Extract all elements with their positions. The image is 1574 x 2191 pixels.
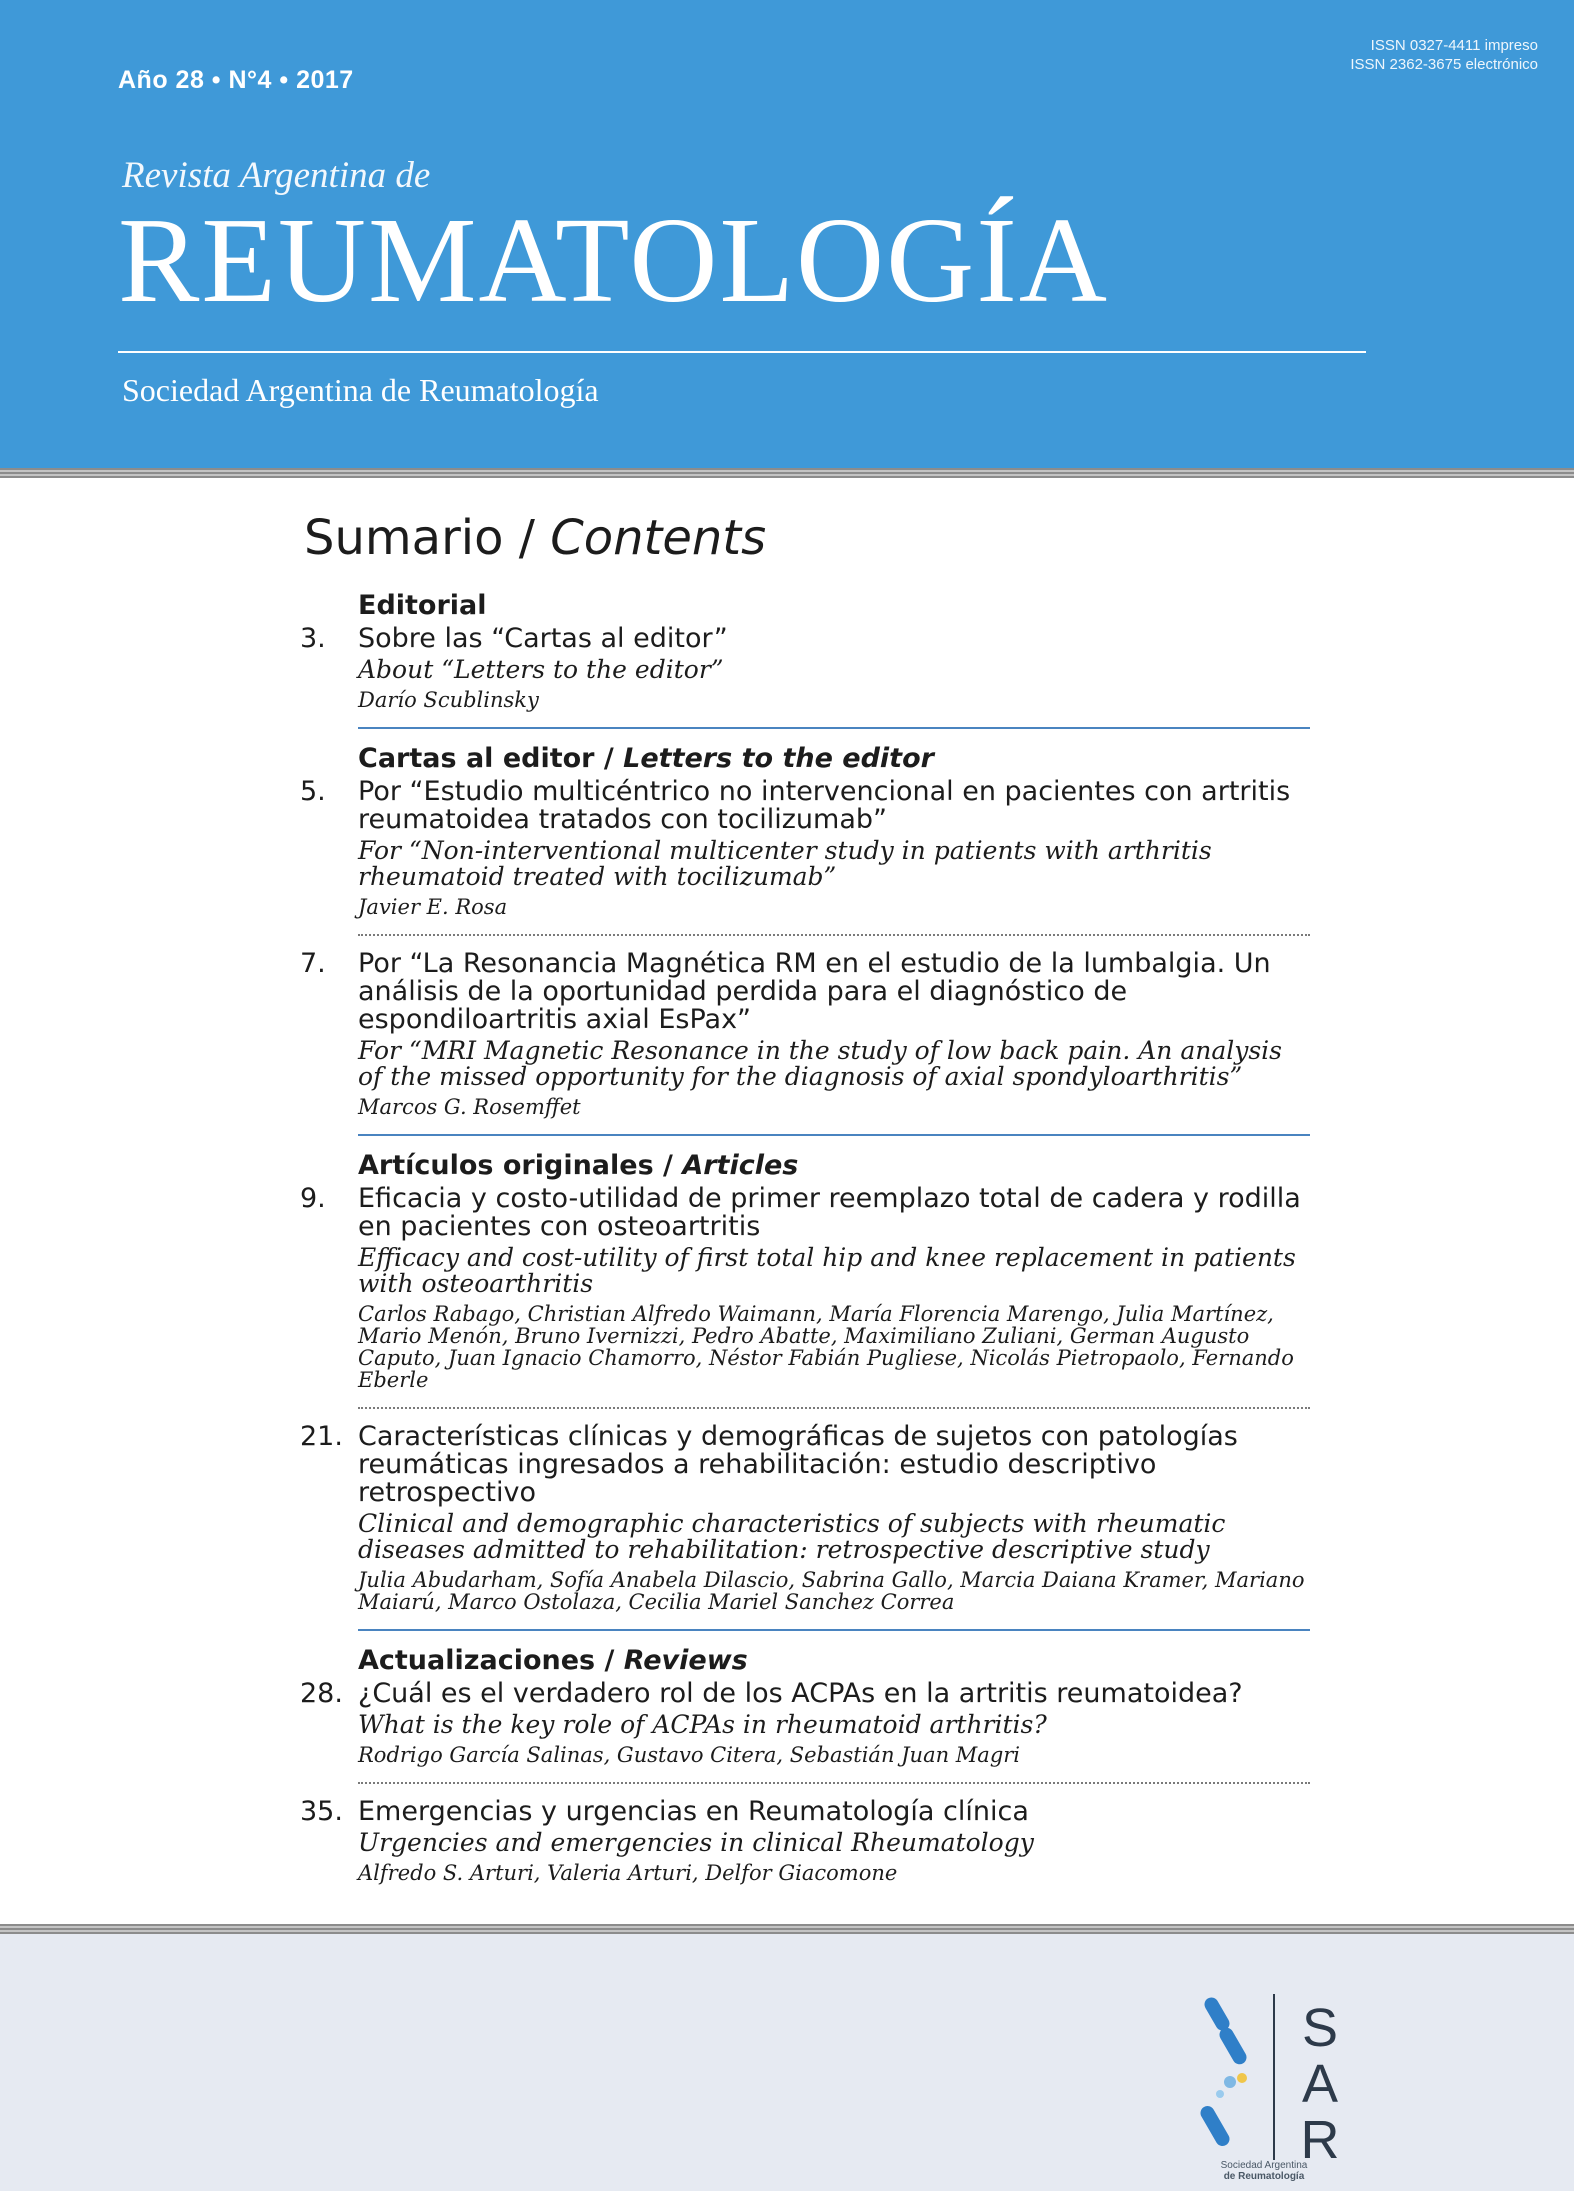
sar-logo — [1190, 1984, 1360, 2164]
article-authors: Alfredo S. Arturi, Valeria Arturi, Delfor Giacomone — [358, 1861, 898, 1885]
toc-entry — [300, 1185, 1310, 1391]
bottom-gray-band — [0, 1924, 1574, 1934]
article-title-es: Sobre las “Cartas al editor” — [358, 623, 728, 654]
toc-entry — [300, 1798, 1310, 1884]
page-number: 3. — [300, 623, 326, 654]
issn-print: ISSN 0327-4411 impreso — [1370, 37, 1538, 54]
article-authors: Rodrigo García Salinas, Gustavo Citera, Sebastián Juan Magri — [358, 1743, 1021, 1767]
issn-block — [1350, 36, 1538, 74]
section-divider — [358, 1134, 1310, 1136]
article-title-es: Por “Estudio multicéntrico no intervencional en pacientes con artritis reumatoidea tratados con tocilizumab” — [358, 776, 1291, 835]
toc-entry — [300, 625, 1310, 711]
page-number: 21. — [300, 1421, 343, 1452]
article-title-en: About “Letters to the editor” — [358, 655, 724, 684]
section-title — [358, 1150, 1310, 1181]
section-title-es: Editorial — [358, 590, 487, 621]
section-title-en: Articles — [682, 1150, 799, 1181]
logo-caption-line2: de Reumatología — [1223, 2171, 1305, 2182]
sar-logo-icon — [1198, 1994, 1274, 2160]
toc-entry — [300, 1423, 1310, 1613]
page-number: 9. — [300, 1183, 326, 1214]
contents-heading — [304, 510, 1310, 566]
article-authors: Julia Abudarham, Sofía Anabela Dilascio, Sabrina Gallo, Marcia Daiana Kramer, Mariano Maiarú, Marco Ostolaza, Cecilia Mariel Sanchez Correa — [358, 1568, 1305, 1614]
toc-entry — [300, 778, 1310, 918]
cover-header — [0, 0, 1574, 468]
journal-subtitle: Revista Argentina de — [122, 155, 431, 196]
article-authors: Darío Scublinsky — [358, 688, 539, 712]
logo-letter-a: A — [1301, 2054, 1339, 2114]
table-of-contents — [300, 510, 1310, 1884]
logo-caption-line1: Sociedad Argentina — [1220, 2160, 1308, 2171]
society-name: Sociedad Argentina de Reumatología — [122, 372, 599, 408]
contents-heading-en: Contents — [550, 510, 767, 566]
section-title — [358, 590, 1310, 621]
page-number: 35. — [300, 1796, 343, 1827]
top-gray-band — [0, 468, 1574, 478]
section-divider — [358, 727, 1310, 729]
toc-sections — [300, 590, 1310, 1884]
article-title-es: Eficacia y costo-utilidad de primer reemplazo total de cadera y rodilla en pacientes con osteoartritis — [358, 1183, 1301, 1242]
page-number: 7. — [300, 948, 326, 979]
article-title-es: Emergencias y urgencias en Reumatología clínica — [358, 1796, 1029, 1827]
section-title — [358, 743, 1310, 774]
section-title-en: Reviews — [623, 1645, 748, 1676]
entry-divider — [358, 934, 1310, 936]
logo-caption — [1194, 2160, 1334, 2182]
section-title — [358, 1645, 1310, 1676]
article-authors: Marcos G. Rosemffet — [358, 1095, 581, 1119]
page-number: 5. — [300, 776, 326, 807]
article-title-es: Características clínicas y demográficas de sujetos con patologías reumáticas ingresados a rehabilitación: estudio descriptivo retrospectivo — [358, 1421, 1238, 1508]
section-title-es: Cartas al editor / — [358, 743, 624, 774]
article-title-en: For “MRI Magnetic Resonance in the study of low back pain. An analysis of the missed opportunity for the diagnosis of axial spondyloarthritis” — [358, 1036, 1283, 1091]
issn-online: ISSN 2362-3675 electrónico — [1350, 56, 1538, 73]
contents-heading-es: Sumario / — [304, 510, 551, 566]
logo-letter-r: R — [1300, 2110, 1340, 2164]
toc-entry — [300, 1680, 1310, 1766]
article-authors: Carlos Rabago, Christian Alfredo Waimann, María Florencia Marengo, Julia Martínez, Mario Menón, Bruno Ivernizzi, Pedro Abatte, Maximiliano Zuliani, German Augusto Caputo, Juan Ignacio Chamorro, Néstor Fabián Pugliese, Nicolás Pietropaolo, Fernando Eberle — [358, 1302, 1294, 1392]
section-title-es: Artículos originales / — [358, 1150, 683, 1181]
entry-divider — [358, 1782, 1310, 1784]
logo-letter-s: S — [1301, 1998, 1339, 2058]
article-title-es: ¿Cuál es el verdadero rol de los ACPAs en la artritis reumatoidea? — [358, 1678, 1243, 1709]
entry-divider — [358, 1407, 1310, 1409]
journal-title: REUMATOLOGÍA — [118, 193, 1109, 328]
article-authors: Javier E. Rosa — [358, 895, 508, 919]
section-title-en: Letters to the editor — [623, 743, 934, 774]
toc-entry — [300, 950, 1310, 1118]
section-title-es: Actualizaciones / — [358, 1645, 624, 1676]
article-title-en: Clinical and demographic characteristics of subjects with rheumatic diseases admitted to rehabilitation: retrospective descriptive study — [358, 1509, 1226, 1564]
section-divider — [358, 1629, 1310, 1631]
article-title-en: Efficacy and cost-utility of first total hip and knee replacement in patients with osteoarthritis — [358, 1243, 1296, 1298]
page-number: 28. — [300, 1678, 343, 1709]
article-title-es: Por “La Resonancia Magnética RM en el estudio de la lumbalgia. Un análisis de la oportunidad perdida para el diagnóstico de espondiloartritis axial EsPax” — [358, 948, 1271, 1035]
article-title-en: What is the key role of ACPAs in rheumatoid arthritis? — [358, 1710, 1047, 1739]
article-title-en: Urgencies and emergencies in clinical Rheumatology — [358, 1828, 1034, 1857]
article-title-en: For “Non-interventional multicenter study in patients with arthritis rheumatoid treated with tocilizumab” — [358, 836, 1212, 891]
issue-info: Año 28 • N°4 • 2017 — [118, 66, 354, 94]
header-rule — [118, 351, 1366, 353]
